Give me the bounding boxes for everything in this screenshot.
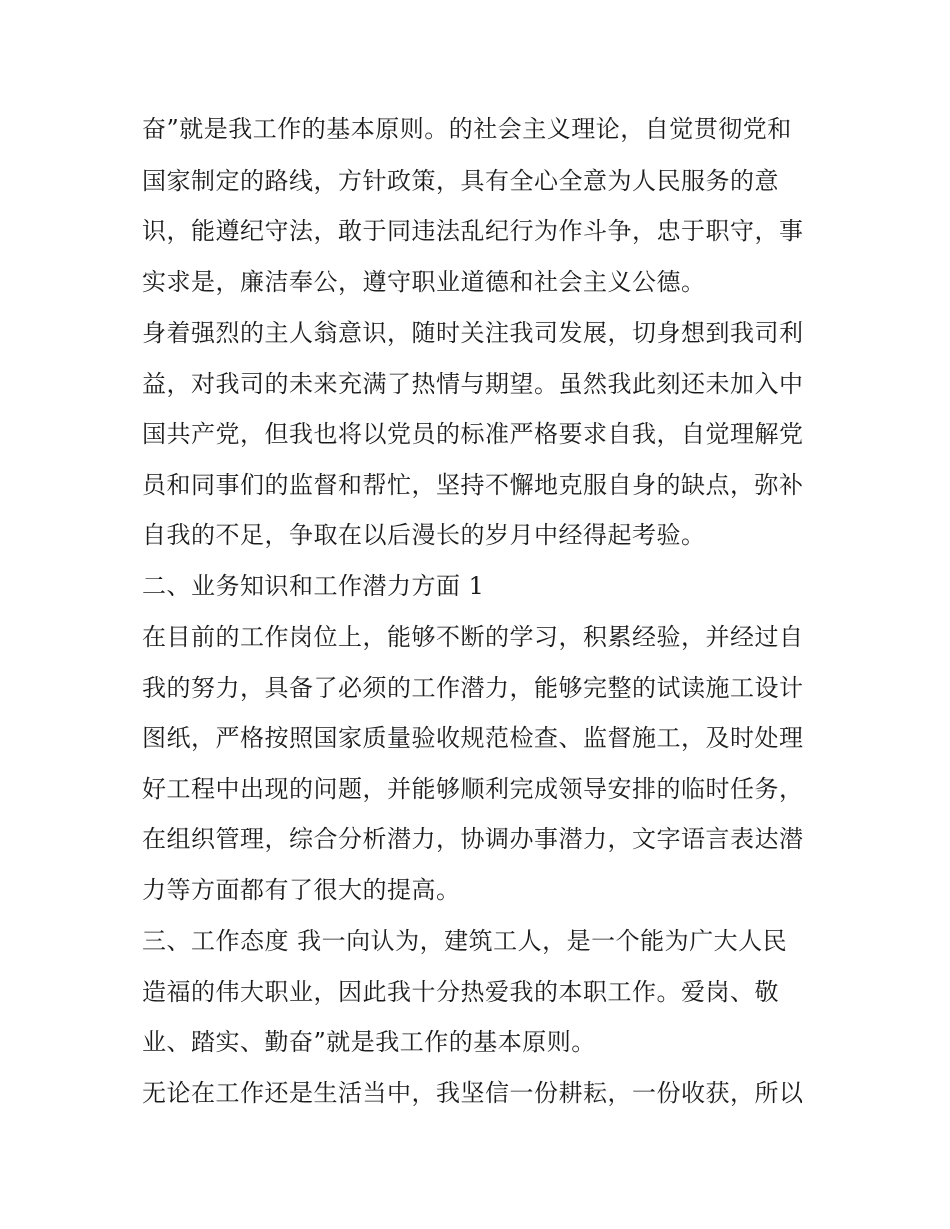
text-line: 益，对我司的未来充满了热情与期望。虽然我此刻还未加入中 <box>142 370 804 398</box>
text-line: 我的努力，具备了必须的工作潜力，能够完整的试读施工设计 <box>142 674 804 702</box>
text-line: 国家制定的路线，方针政策，具有全心全意为人民服务的意 <box>142 167 779 195</box>
text-line: 力等方面都有了很大的提高。 <box>142 876 461 904</box>
text-line: 身着强烈的主人翁意识，随时关注我司发展，切身想到我司利 <box>142 319 804 347</box>
section-heading: 二、业务知识和工作潜力方面 1 <box>142 572 485 600</box>
text-line: 自我的不足，争取在以后漫长的岁月中经得起考验。 <box>142 521 706 549</box>
text-line: 在组织管理，综合分析潜力，协调办事潜力，文字语言表达潜 <box>142 825 804 853</box>
text-line: 在目前的工作岗位上，能够不断的学习，积累经验，并经过自 <box>142 623 804 651</box>
section-heading: 三、工作态度 我一向认为，建筑工人，是一个能为广大人民 <box>142 927 788 955</box>
text-line: 好工程中出现的问题，并能够顺利完成领导安排的临时任务， <box>142 775 804 803</box>
text-line: 业、踏实、勤奋”就是我工作的基本原则。 <box>142 1028 596 1056</box>
text-line: 无论在工作还是生活当中，我坚信一份耕耘，一份收获，所以 <box>142 1079 804 1107</box>
text-line: 实求是，廉洁奉公，遵守职业道德和社会主义公德。 <box>142 268 706 296</box>
text-line: 图纸，严格按照国家质量验收规范检查、监督施工，及时处理 <box>142 724 804 752</box>
text-line: 造福的伟大职业，因此我十分热爱我的本职工作。爱岗、敬 <box>142 978 779 1006</box>
text-line: 奋”就是我工作的基本原则。的社会主义理论，自觉贯彻党和 <box>142 115 792 143</box>
text-line: 国共产党，但我也将以党员的标准严格要求自我，自觉理解党 <box>142 420 804 448</box>
text-line: 员和同事们的监督和帮忙，坚持不懈地克服自身的缺点，弥补 <box>142 471 804 499</box>
text-line: 识，能遵纪守法，敢于同违法乱纪行为作斗争，忠于职守，事 <box>142 217 804 245</box>
